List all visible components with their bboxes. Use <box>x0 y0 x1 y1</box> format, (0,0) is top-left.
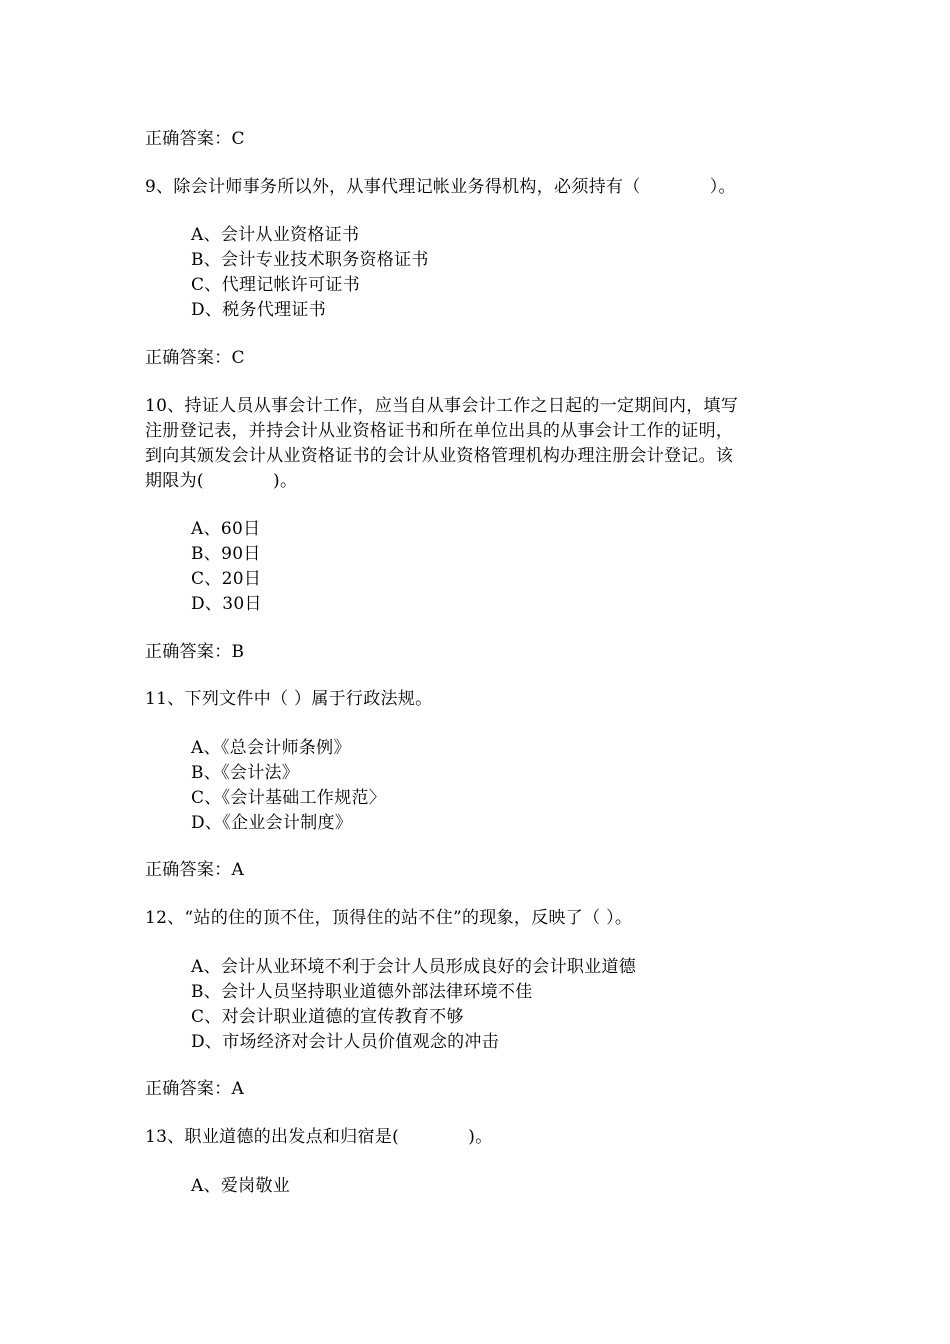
question-9-text: 9、除会计师事务所以外，从事代理记帐业务得机构，必须持有（ ）。 <box>145 177 736 197</box>
question-12-text: 12、“站的住的顶不住，顶得住的站不住”的现象，反映了（ ）。 <box>145 908 633 928</box>
answer-label: 正确答案： <box>145 860 232 880</box>
question-10-text-line2: 注册登记表，并持会计从业资格证书和所在单位出具的从事会计工作的证明， <box>145 421 734 441</box>
q9-answer <box>145 346 245 371</box>
q10-option-d: D、30日 <box>191 594 262 614</box>
question-10-text-line4: 期限为( )。 <box>145 471 298 491</box>
answer-label: 正确答案： <box>145 1079 232 1099</box>
q12-option-c: C、对会计职业道德的宣传教育不够 <box>191 1007 464 1027</box>
q12-option-b: B、会计人员坚持职业道德外部法律环境不佳 <box>191 982 533 1002</box>
answer-value: C <box>231 348 245 368</box>
q10-answer <box>145 640 244 665</box>
question-10-text-line3: 到向其颁发会计从业资格证书的会计从业资格管理机构办理注册会计登记。该 <box>145 446 734 466</box>
q12-answer <box>145 1077 244 1102</box>
answer-label: 正确答案： <box>145 642 232 662</box>
q9-option-c: C、代理记帐许可证书 <box>191 275 361 295</box>
answer-label: 正确答案： <box>145 129 232 149</box>
q12-option-d: D、市场经济对会计人员价值观念的冲击 <box>191 1032 500 1052</box>
q13-option-a: A、爱岗敬业 <box>191 1176 291 1196</box>
q10-option-b: B、90日 <box>191 544 261 564</box>
answer-label: 正确答案： <box>145 348 232 368</box>
q11-option-b: B、《会计法》 <box>191 763 300 783</box>
q11-answer <box>145 858 244 883</box>
answer-value: A <box>231 860 245 880</box>
question-10-text-line1: 10、持证人员从事会计工作，应当自从事会计工作之日起的一定期间内，填写 <box>145 396 739 416</box>
q11-option-d: D、《企业会计制度》 <box>191 813 353 833</box>
q11-option-a: A、《总会计师条例》 <box>191 738 351 758</box>
q10-option-a: A、60日 <box>191 519 261 539</box>
q9-option-d: D、税务代理证书 <box>191 300 327 320</box>
question-11-text: 11、下列文件中（ ）属于行政法规。 <box>145 689 433 709</box>
q9-option-a: A、会计从业资格证书 <box>191 225 360 245</box>
q12-option-a: A、会计从业环境不利于会计人员形成良好的会计职业道德 <box>191 957 637 977</box>
answer-value: C <box>231 129 245 149</box>
q11-option-c: C、《会计基础工作规范〉 <box>191 788 387 808</box>
answer-value: B <box>231 642 245 662</box>
question-13-text: 13、职业道德的出发点和归宿是( )。 <box>145 1127 493 1147</box>
answer-value: A <box>231 1079 245 1099</box>
answer-line <box>145 127 245 152</box>
q10-option-c: C、20日 <box>191 569 262 589</box>
q9-option-b: B、会计专业技术职务资格证书 <box>191 250 429 270</box>
